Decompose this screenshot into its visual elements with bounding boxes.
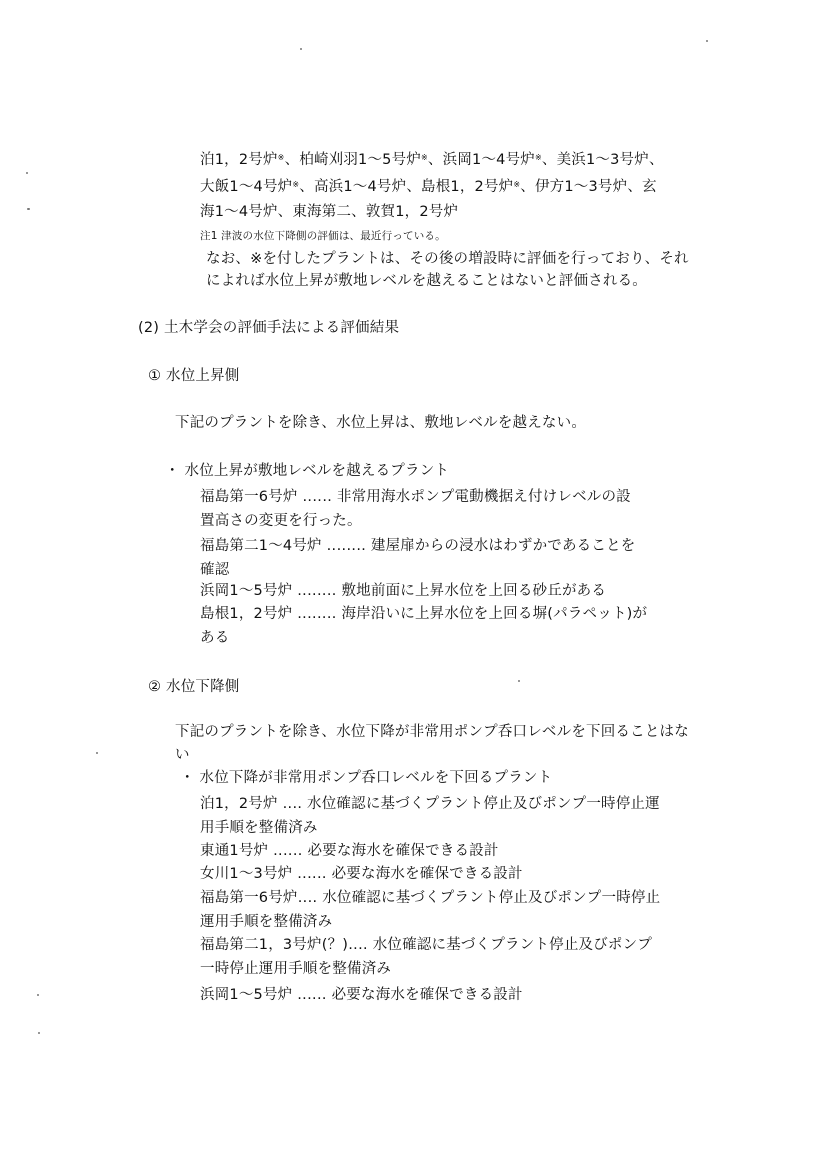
water-fall-line: 用手順を整備済み — [200, 820, 318, 836]
water-rise-summary: 下記のプラントを除き、水位上昇は、敷地レベルを越えない。 — [175, 415, 587, 431]
water-fall-summary-line-2: い — [175, 747, 190, 763]
water-fall-line: 女川1～3号炉 ‥‥‥ 必要な海水を確保できる設計 — [200, 866, 523, 882]
water-rise-line: 確認 — [200, 562, 230, 578]
intro-line-3: 海1～4号炉、東海第二、敦賀1，2号炉 — [200, 204, 459, 220]
water-rise-line: 島根1，2号炉 ‥‥‥‥ 海岸沿いに上昇水位を上回る塀(パラペット)が — [200, 606, 648, 622]
water-rise-line: ある — [200, 630, 230, 646]
intro-line-1: 泊1，2号炉※、柏崎刈羽1～5号炉※、浜岡1～4号炉※、美浜1～3号炉、 — [200, 152, 664, 168]
water-rise-line: 浜岡1～5号炉 ‥‥‥‥ 敷地前面に上昇水位を上回る砂丘がある — [200, 583, 607, 599]
water-fall-bullet: ・ 水位下降が非常用ポンプ呑口レベルを下回るプラント — [180, 770, 553, 786]
intro-paragraph-line-1: なお、※を付したプラントは、その後の増設時に評価を行っており、それ — [206, 251, 689, 267]
water-rise-line: 福島第二1～4号炉 ‥‥‥‥ 建屋扉からの浸水はわずかであることを — [200, 538, 636, 554]
water-fall-line: 浜岡1～5号炉 ‥‥‥ 必要な海水を確保できる設計 — [200, 987, 523, 1003]
water-rise-bullet: ・ 水位上昇が敷地レベルを越えるプラント — [165, 463, 450, 479]
scan-speck — [38, 1032, 40, 1034]
water-fall-line: 泊1，2号炉 ‥‥ 水位確認に基づくプラント停止及びポンプ一時停止運 — [200, 796, 660, 812]
scan-speck — [96, 752, 98, 754]
subsection-water-fall-heading: ② 水位下降側 — [148, 679, 240, 695]
subsection-water-rise-heading: ① 水位上昇側 — [148, 368, 240, 384]
scan-speck — [518, 680, 520, 682]
intro-line-2: 大飯1～4号炉※、高浜1～4号炉、島根1，2号炉※、伊方1～3号炉、玄 — [200, 179, 657, 195]
water-fall-line: 福島第一6号炉‥‥ 水位確認に基づくプラント停止及びポンプ一時停止 — [200, 890, 661, 906]
scan-speck — [300, 48, 302, 50]
section-2-heading: (2) 土木学会の評価手法による評価結果 — [138, 320, 400, 336]
water-rise-line: 置高さの変更を行った。 — [200, 513, 362, 529]
water-fall-line: 東通1号炉 ‥‥‥ 必要な海水を確保できる設計 — [200, 843, 499, 859]
intro-paragraph-line-2: によれば水位上昇が敷地レベルを越えることはないと評価される。 — [206, 273, 647, 289]
water-rise-line: 福島第一6号炉 ‥‥‥ 非常用海水ポンプ電動機据え付けレベルの設 — [200, 489, 631, 505]
scan-speck — [706, 40, 708, 42]
scan-speck — [37, 994, 39, 996]
scan-speck — [27, 208, 30, 210]
water-fall-line: 運用手順を整備済み — [200, 914, 333, 930]
water-fall-line: 福島第二1，3号炉(？)‥‥ 水位確認に基づくプラント停止及びポンプ — [200, 937, 653, 953]
water-fall-summary-line-1: 下記のプラントを除き、水位下降が非常用ポンプ呑口レベルを下回ることはな — [175, 724, 689, 740]
scan-speck — [26, 172, 28, 174]
note-1: 注1 津波の水位下降側の評価は、最近行っている。 — [200, 230, 446, 242]
water-fall-line: 一時停止運用手順を整備済み — [200, 961, 392, 977]
